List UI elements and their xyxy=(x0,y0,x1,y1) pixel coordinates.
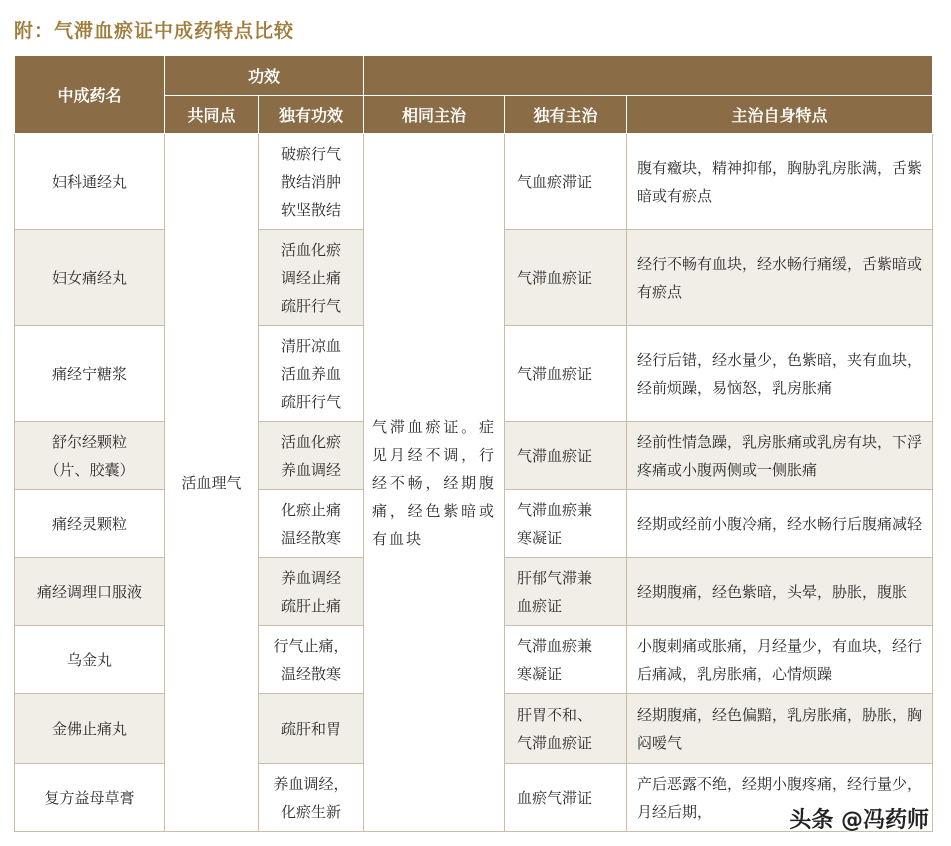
header-name: 中成药名 xyxy=(15,56,165,134)
drug-name: 妇女痛经丸 xyxy=(51,268,127,287)
unique-indication-cell xyxy=(505,558,627,626)
watermark: 头条 @冯药师 xyxy=(789,808,929,833)
features-cell: 小腹刺痛或胀痛，月经量少，有血块，经行后痛减，乳房胀痛，心情烦躁 xyxy=(627,626,933,694)
unique-efficacy-cell xyxy=(259,422,364,490)
indication-line: 气滞血瘀证 xyxy=(517,446,593,465)
indication-line: 寒凝证 xyxy=(517,528,563,547)
features-cell: 经行后错，经水量少，色紫暗，夹有血块，经前烦躁，易恼怒，乳房胀痛 xyxy=(627,326,933,422)
unique-efficacy-cell xyxy=(259,230,364,326)
indication-line: 气滞血瘀证 xyxy=(517,364,593,383)
table-row xyxy=(15,134,933,230)
common-efficacy-cell: 活血理气 xyxy=(165,134,259,832)
table-body xyxy=(15,134,933,832)
efficacy-line: 散结消肿 xyxy=(281,172,342,191)
drug-name: 复方益母草膏 xyxy=(44,788,135,807)
drug-name: 金佛止痛丸 xyxy=(51,719,127,738)
efficacy-line: 温经散寒 xyxy=(281,664,342,683)
efficacy-line: 疏肝行气 xyxy=(281,296,342,315)
indication-line: 气滞血瘀兼 xyxy=(517,500,593,519)
drug-name-cell xyxy=(15,230,165,326)
indication-line: 血瘀气滞证 xyxy=(517,788,593,807)
drug-name-cell xyxy=(15,558,165,626)
unique-indication-cell xyxy=(505,694,627,764)
features-cell: 经行不畅有血块，经水畅行痛缓，舌紫暗或有瘀点 xyxy=(627,230,933,326)
drug-name-cell xyxy=(15,626,165,694)
unique-efficacy-cell xyxy=(259,558,364,626)
unique-indication-cell xyxy=(505,490,627,558)
efficacy-line: 化瘀止痛 xyxy=(281,500,342,519)
indication-line: 肝郁气滞兼 xyxy=(517,568,593,587)
indication-line: 寒凝证 xyxy=(517,664,563,683)
header-blank xyxy=(364,56,933,96)
same-indication-cell: 气滞血瘀证。症见月经不调，行经不畅，经期腹痛，经色紫暗或有血块 xyxy=(364,134,505,832)
unique-indication-cell xyxy=(505,134,627,230)
indication-line: 气血瘀滞证 xyxy=(517,172,593,191)
efficacy-line: 软坚散结 xyxy=(281,200,342,219)
drug-name-cell xyxy=(15,694,165,764)
unique-indication-cell xyxy=(505,764,627,832)
features-cell: 产后恶露不绝，经期小腹疼痛，经行量少，月经后期， xyxy=(627,764,933,832)
drug-name: 乌金丸 xyxy=(66,650,112,669)
efficacy-line: 活血化瘀 xyxy=(281,240,342,259)
drug-name-cell xyxy=(15,326,165,422)
unique-efficacy-cell xyxy=(259,764,364,832)
features-cell: 腹有癥块，精神抑郁，胸胁乳房胀满，舌紫暗或有瘀点 xyxy=(627,134,933,230)
header-common: 共同点 xyxy=(165,96,259,134)
drug-name-cell xyxy=(15,134,165,230)
unique-efficacy-cell xyxy=(259,326,364,422)
efficacy-line: 疏肝行气 xyxy=(281,392,342,411)
page-title: 附：气滞血瘀证中成药特点比较 xyxy=(14,20,295,42)
indication-line: 气滞血瘀证 xyxy=(517,733,593,752)
drug-name: 痛经调理口服液 xyxy=(36,582,142,601)
efficacy-line: 清肝凉血 xyxy=(281,336,342,355)
features-cell: 经期腹痛，经色紫暗，头晕，胁胀，腹胀 xyxy=(627,558,933,626)
unique-efficacy-cell xyxy=(259,694,364,764)
indication-line: 气滞血瘀兼 xyxy=(517,636,593,655)
efficacy-line: 活血养血 xyxy=(281,364,342,383)
efficacy-line: 养血调经 xyxy=(281,460,342,479)
indication-line: 肝胃不和、 xyxy=(517,705,593,724)
header-features: 主治自身特点 xyxy=(627,96,933,134)
efficacy-line: 养血调经， xyxy=(273,774,349,793)
drug-name: 痛经宁糖浆 xyxy=(51,364,127,383)
efficacy-line: 养血调经 xyxy=(281,568,342,587)
unique-indication-cell xyxy=(505,422,627,490)
comparison-table xyxy=(14,55,933,832)
unique-efficacy-cell xyxy=(259,490,364,558)
features-cell: 经期腹痛，经色偏黯，乳房胀痛，胁胀，胸闷嗳气 xyxy=(627,694,933,764)
drug-name-cell xyxy=(15,764,165,832)
drug-name-cell xyxy=(15,490,165,558)
features-cell: 经期或经前小腹冷痛，经水畅行后腹痛减轻 xyxy=(627,490,933,558)
features-cell: 经前性情急躁，乳房胀痛或乳房有块，下浮疼痛或小腹两侧或一侧胀痛 xyxy=(627,422,933,490)
efficacy-line: 化瘀生新 xyxy=(281,802,342,821)
drug-name: 妇科通经丸 xyxy=(51,172,127,191)
header-efficacy: 功效 xyxy=(165,56,364,96)
efficacy-line: 调经止痛 xyxy=(281,268,342,287)
efficacy-line: 活血化瘀 xyxy=(281,432,342,451)
unique-indication-cell xyxy=(505,230,627,326)
header-unique-indication: 独有主治 xyxy=(505,96,627,134)
unique-indication-cell xyxy=(505,626,627,694)
indication-line: 气滞血瘀证 xyxy=(517,268,593,287)
efficacy-line: 温经散寒 xyxy=(281,528,342,547)
drug-name-cell xyxy=(15,422,165,490)
efficacy-line: 破瘀行气 xyxy=(281,144,342,163)
efficacy-line: 行气止痛， xyxy=(273,636,349,655)
indication-line: 血瘀证 xyxy=(517,596,563,615)
efficacy-line: 疏肝和胃 xyxy=(281,719,342,738)
header-unique-efficacy: 独有功效 xyxy=(259,96,364,134)
unique-indication-cell xyxy=(505,326,627,422)
unique-efficacy-cell xyxy=(259,134,364,230)
header-same-indication: 相同主治 xyxy=(364,96,505,134)
unique-efficacy-cell xyxy=(259,626,364,694)
drug-name: 痛经灵颗粒 xyxy=(51,514,127,533)
drug-name-line: 舒尔经颗粒 （片、胶囊） xyxy=(44,432,135,479)
efficacy-line: 疏肝止痛 xyxy=(281,596,342,615)
